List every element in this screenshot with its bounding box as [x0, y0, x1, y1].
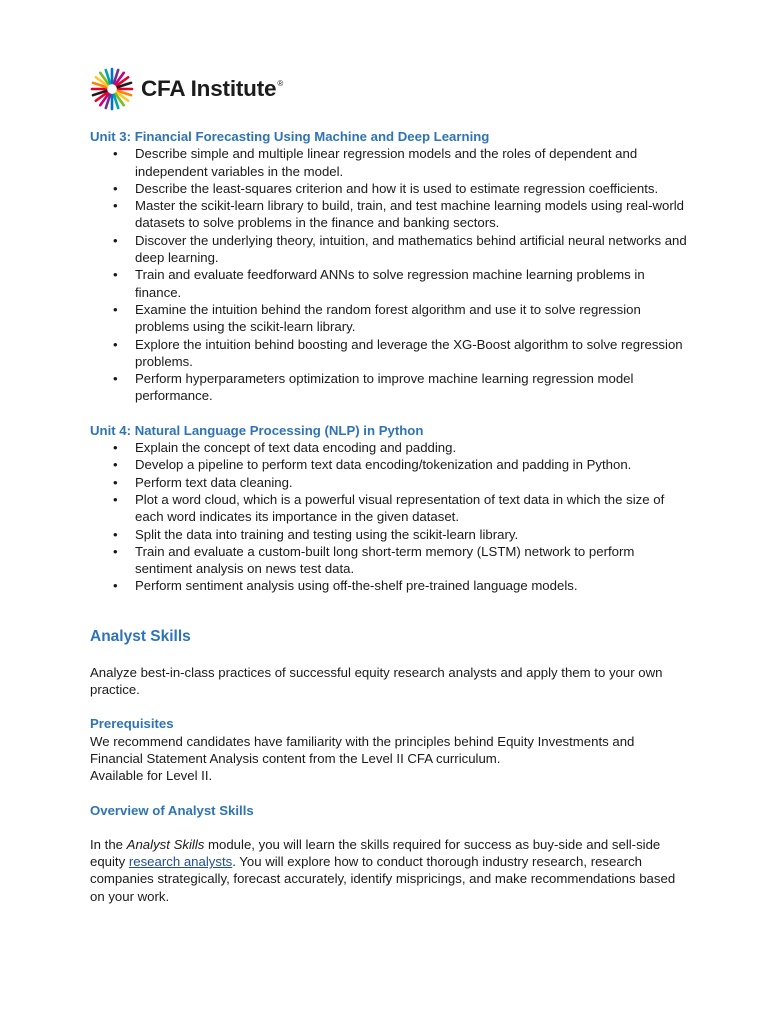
list-item: • Train and evaluate a custom-built long short-term memory (LSTM) network to perform sentiment analysis on news test data.	[113, 543, 635, 577]
bullet-icon: •	[113, 578, 118, 594]
bullet-icon: •	[113, 526, 118, 542]
overview-heading: Overview of Analyst Skills	[90, 802, 254, 818]
prerequisites-heading: Prerequisites	[90, 716, 174, 732]
cfa-logo-mark-icon	[90, 67, 134, 111]
bullet-icon: •	[113, 457, 118, 473]
list-item: • Train and evaluate feedforward ANNs to solve regression machine learning problems in finance.	[113, 267, 645, 300]
bullet-icon: •	[113, 336, 118, 352]
unit-3-heading: Unit 3: Financial Forecasting Using Machine and Deep Learning	[90, 129, 490, 144]
unit-4-bullet-list	[90, 439, 690, 595]
list-item: • Discover the underlying theory, intuition, and mathematics behind artificial neural networks and deep learning.	[113, 232, 687, 266]
analyst-skills-title: Analyst Skills	[90, 627, 191, 645]
analyst-skills-intro: Analyze best-in-class practices of successful equity research analysts and apply them to your own practice.	[90, 664, 663, 698]
list-item: • Describe simple and multiple linear regression models and the roles of dependent and independent variables in the model.	[113, 146, 638, 179]
list-item: • Describe the least-squares criterion and how it is used to estimate regression coefficients.	[113, 180, 659, 196]
bullet-icon: •	[113, 371, 118, 387]
document-content	[90, 128, 690, 905]
overview-paragraph: In the Analyst Skills module, you will learn the skills required for success as buy-side and sell-side equity research analysts. You will explore how to conduct thorough industry research, research companies strategically, forecast accurately, identify mispricings, and make recommendations based on your work.	[90, 836, 676, 904]
bullet-icon: •	[113, 232, 118, 248]
bullet-icon: •	[113, 301, 118, 317]
bullet-icon: •	[113, 267, 118, 283]
bullet-icon: •	[113, 146, 118, 162]
prerequisites-text: We recommend candidates have familiarity with the principles behind Equity Investments and Financial Statement Analysis content from the Level II CFA curriculum.	[90, 733, 635, 766]
list-item: • Examine the intuition behind the random forest algorithm and use it to solve regression problems using the scikit-learn library.	[113, 301, 641, 335]
logo-wordmark: CFA Institute®	[141, 76, 284, 101]
list-item: • Perform text data cleaning.	[113, 474, 293, 490]
cfa-institute-logo	[90, 67, 283, 111]
list-item: • Perform hyperparameters optimization to improve machine learning regression model performance.	[113, 371, 634, 404]
bullet-icon: •	[113, 180, 118, 196]
list-item: • Split the data into training and testing using the scikit-learn library.	[113, 526, 519, 542]
unit-3-bullet-list	[90, 145, 690, 404]
availability-text: Available for Level II.	[90, 768, 213, 784]
unit-4-heading: Unit 4: Natural Language Processing (NLP) in Python	[90, 422, 424, 438]
bullet-icon: •	[113, 198, 118, 214]
bullet-icon: •	[113, 474, 118, 490]
list-item: • Develop a pipeline to perform text data encoding/tokenization and padding in Python.	[113, 457, 632, 473]
bullet-icon: •	[113, 491, 118, 507]
module-name: Analyst Skills	[126, 836, 205, 852]
list-item: • Perform sentiment analysis using off-the-shelf pre-trained language models.	[113, 578, 578, 594]
list-item: • Plot a word cloud, which is a powerful visual representation of text data in which the size of each word indicates its importance in the given dataset.	[113, 491, 665, 525]
list-item: • Explain the concept of text data encoding and padding.	[113, 440, 457, 456]
list-item: • Master the scikit-learn library to build, train, and test machine learning models using real-world datasets to solve problems in the finance and banking sectors.	[113, 198, 684, 231]
bullet-icon: •	[113, 440, 118, 456]
bullet-icon: •	[113, 543, 118, 559]
spacer	[90, 405, 690, 422]
list-item: • Explore the intuition behind boosting and leverage the XG-Boost algorithm to solve regression problems.	[113, 336, 683, 369]
research-analysts-link[interactable]: research analysts	[128, 854, 233, 870]
